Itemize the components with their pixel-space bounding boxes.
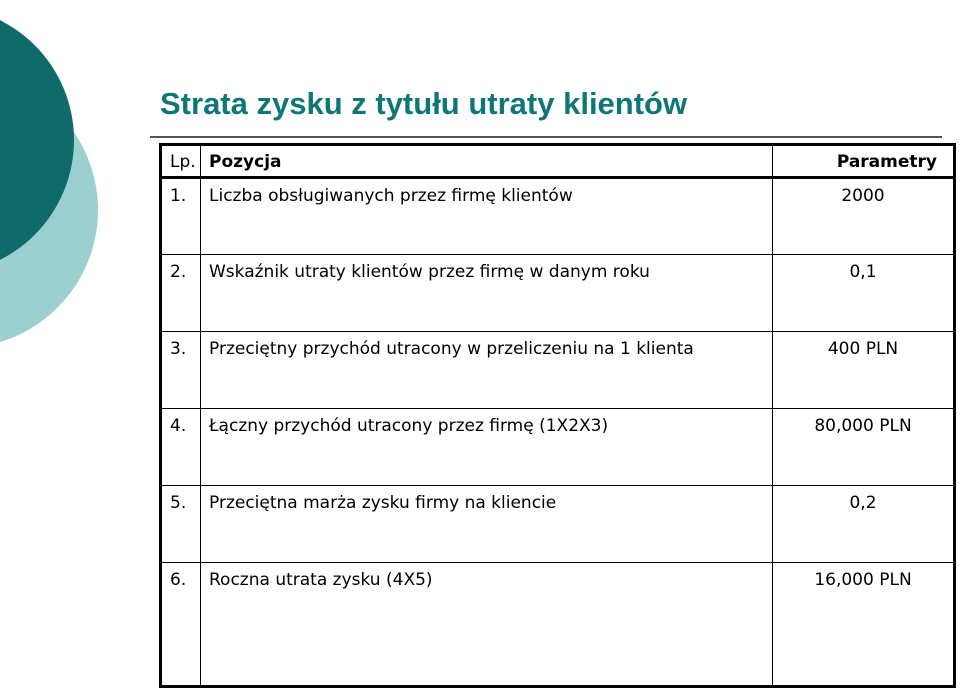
- row-number: 4.: [161, 409, 201, 486]
- row-label: Wskaźnik utraty klientów przez firmę w danym roku: [201, 255, 773, 332]
- row-number: 2.: [161, 255, 201, 332]
- row-number: 3.: [161, 332, 201, 409]
- decorative-circles: [0, 0, 140, 380]
- title-underline: [150, 136, 942, 138]
- table-row: [161, 255, 955, 332]
- table-row: [161, 486, 955, 563]
- header-lp: Lp.: [161, 145, 201, 178]
- header-parametry: Parametry: [773, 145, 955, 178]
- row-value: 16,000 PLN: [773, 563, 955, 687]
- slide-title: Strata zysku z tytułu utraty klientów: [160, 86, 688, 121]
- table-row: [161, 178, 955, 255]
- row-value: 0,1: [773, 255, 955, 332]
- table-header-row: [161, 145, 955, 178]
- row-number: 6.: [161, 563, 201, 687]
- row-value: 2000: [773, 178, 955, 255]
- row-label: Przeciętna marża zysku firmy na kliencie: [201, 486, 773, 563]
- table-row: [161, 409, 955, 486]
- row-label: Łączny przychód utracony przez firmę (1X2X3): [201, 409, 773, 486]
- row-value: 80,000 PLN: [773, 409, 955, 486]
- row-label: Liczba obsługiwanych przez firmę klientów: [201, 178, 773, 255]
- row-value: 0,2: [773, 486, 955, 563]
- row-number: 1.: [161, 178, 201, 255]
- loss-table: [159, 143, 956, 688]
- row-value: 400 PLN: [773, 332, 955, 409]
- table-row: [161, 563, 955, 687]
- row-number: 5.: [161, 486, 201, 563]
- row-label: Roczna utrata zysku (4X5): [201, 563, 773, 687]
- table-row: [161, 332, 955, 409]
- header-pozycja: Pozycja: [201, 145, 773, 178]
- row-label: Przeciętny przychód utracony w przeliczeniu na 1 klienta: [201, 332, 773, 409]
